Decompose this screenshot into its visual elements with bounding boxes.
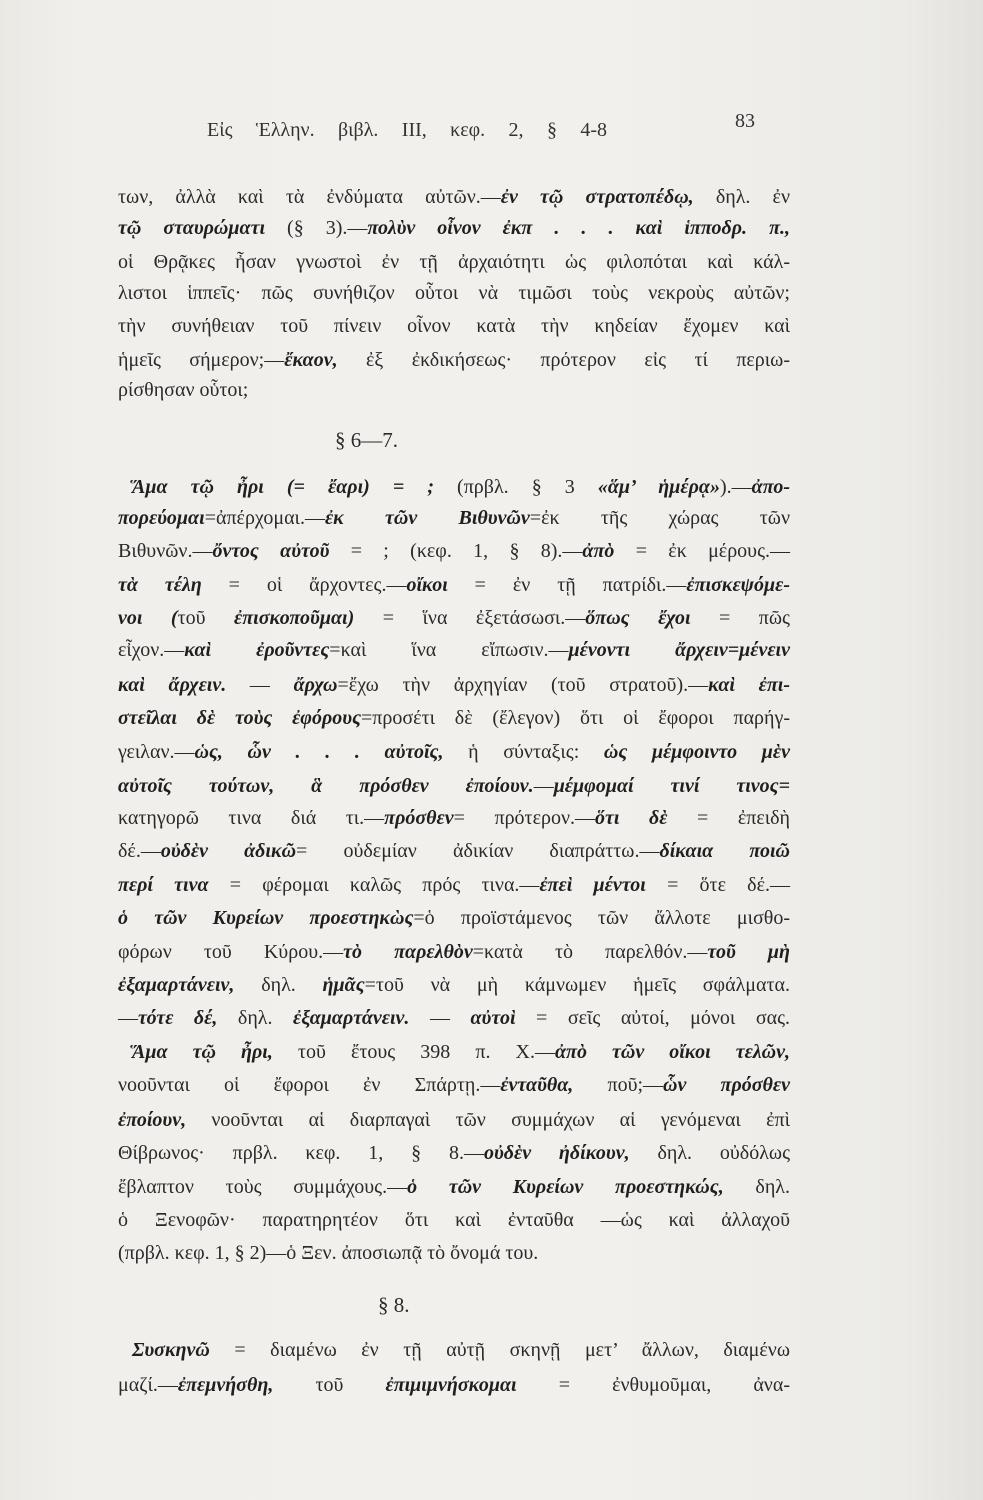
- lemma-term: ἐπεὶ μέντοι: [539, 874, 646, 896]
- text-segment: δηλ.: [234, 974, 323, 996]
- running-head: Εἰς Ἑλλην. βιβλ. III, κεφ. 2, § 4-8: [207, 119, 607, 141]
- lemma-term: καὶ ἄρχειν.: [118, 674, 227, 696]
- text-line: [118, 704, 790, 732]
- text-segment: —: [533, 775, 554, 797]
- lemma-term: ἐνταῦθα,: [500, 1074, 574, 1096]
- lemma-term: καὶ ἐπι-: [708, 674, 790, 696]
- text-line: [118, 248, 790, 276]
- text-line: [118, 346, 790, 374]
- lemma-term: πορεύομαι: [118, 507, 205, 529]
- text-segment: = ἐκ μέρους.—: [614, 540, 790, 562]
- text-segment: δηλ. οὐδόλως: [629, 1142, 790, 1164]
- text-segment: = ὅτε δέ.—: [645, 874, 791, 896]
- text-line: [118, 504, 790, 532]
- lemma-term: ἐπισκεψόμε-: [686, 574, 790, 596]
- text-segment: =ὁ προϊστάμενος τῶν ἄλλοτε μισθο-: [413, 907, 790, 929]
- text-segment: =τοῦ νὰ μὴ κάμνωμεν ἡμεῖς σφάλματα.: [364, 974, 790, 996]
- lemma-term: δίκαια ποιῶ: [659, 840, 790, 862]
- lemma-term: Ἅμα τῷ ἦρι (= ἔαρι) = ;: [132, 476, 434, 498]
- lemma-term: περί τινα: [118, 874, 209, 896]
- text-segment: =προσέτι δὲ (ἔλεγον) ὅτι οἱ ἔφοροι παρήγ-: [361, 707, 790, 729]
- text-line: [132, 473, 790, 501]
- text-line: [132, 1336, 790, 1364]
- lemma-term: ὧν πρόσθεν: [663, 1074, 790, 1096]
- text-line: [118, 671, 790, 699]
- text-segment: (πρβλ. § 3: [433, 476, 598, 498]
- text-line: [118, 636, 790, 664]
- lemma-term: ἡμᾶς: [322, 974, 365, 996]
- text-line: [118, 938, 790, 966]
- text-line: [118, 1106, 790, 1134]
- text-line: [118, 1071, 790, 1099]
- text-segment: = πρότερον.—: [453, 807, 596, 829]
- lemma-term: ὁ τῶν Κυρείων προεστηκώς,: [407, 1176, 724, 1198]
- text-line: [118, 279, 790, 307]
- lemma-term: ἔκαον,: [284, 349, 338, 371]
- text-line: [118, 738, 790, 766]
- text-segment: ἔβλαπτον τοὺς συμμάχους.—: [118, 1176, 408, 1198]
- lemma-term: Συσκηνῶ: [132, 1339, 210, 1361]
- text-segment: =καὶ ἵνα εἴπωσιν.—: [329, 639, 569, 661]
- lemma-term: ὁ τῶν Κυρείων προεστηκὼς: [118, 907, 414, 929]
- text-line: [118, 837, 790, 865]
- lemma-term: ἀπὸ: [582, 540, 615, 562]
- text-segment: κατηγορῶ τινα διά τι.—: [118, 807, 385, 829]
- lemma-term: ἐποίουν,: [118, 1109, 187, 1131]
- text-segment: = ἐνθυμοῦμαι, ἀνα-: [516, 1374, 790, 1396]
- lemma-term: οἴκοι: [406, 574, 448, 596]
- lemma-term: ἄρχω: [293, 674, 338, 696]
- text-line: [132, 1038, 790, 1066]
- text-segment: νοοῦνται οἱ ἔφοροι ἐν Σπάρτῃ.—: [118, 1074, 501, 1096]
- lemma-term: μένοντι ἄρχειν=μένειν: [568, 639, 790, 661]
- text-segment: =ἐκ τῆς χώρας τῶν: [529, 507, 790, 529]
- text-segment: ρίσθησαν οὗτοι;: [118, 379, 249, 401]
- lemma-term: νοι (: [118, 607, 178, 629]
- lemma-term: ἐν τῷ στρατοπέδῳ,: [500, 186, 694, 208]
- text-segment: εἶχον.—: [118, 639, 185, 661]
- lemma-term: στεῖλαι δὲ τοὺς ἐφόρους: [118, 707, 362, 729]
- text-segment: = ἐπειδὴ: [667, 807, 790, 829]
- text-segment: (§ 3).—: [265, 217, 368, 239]
- text-line: [118, 1239, 790, 1267]
- text-segment: ἐξ ἐκδικήσεως· πρότερον εἰς τί περιω-: [337, 349, 790, 371]
- lemma-term: ἀπὸ τῶν οἴκοι τελῶν,: [554, 1041, 791, 1063]
- text-segment: = φέρομαι καλῶς πρός τινα.—: [208, 874, 540, 896]
- text-segment: (πρβλ. κεφ. 1, § 2)—ὁ Ξεν. ἀποσιωπᾷ τὸ ὄνομά του.: [118, 1242, 539, 1264]
- text-segment: = ἐν τῇ πατρίδι.—: [447, 574, 687, 596]
- lemma-term: μέμφομαί τινί τινος=: [553, 775, 790, 797]
- text-line: [118, 1206, 790, 1234]
- text-line: [118, 183, 790, 211]
- text-line: [118, 1139, 790, 1167]
- lemma-term: τὰ τέλη: [118, 574, 202, 596]
- lemma-term: ἐπιμιμνήσκομαι: [385, 1374, 517, 1396]
- text-line: [118, 1371, 790, 1399]
- text-line: [118, 604, 790, 632]
- text-segment: Βιθυνῶν.—: [118, 540, 213, 562]
- lemma-term: πρόσθεν: [384, 807, 454, 829]
- text-segment: δέ.—: [118, 840, 161, 862]
- text-segment: Θίβρωνος· πρβλ. κεφ. 1, § 8.—: [118, 1142, 484, 1164]
- text-segment: = οὐδεμίαν ἀδικίαν διαπράττω.—: [296, 840, 660, 862]
- lemma-term: «ἅμ’ ἡμέρᾳ»: [597, 476, 720, 498]
- text-line: [118, 871, 790, 899]
- text-line: [118, 571, 790, 599]
- lemma-term: ἐξαμαρτάνειν,: [118, 974, 235, 996]
- text-line: [118, 904, 790, 932]
- lemma-term: οὐδὲν ἠδίκουν,: [483, 1142, 630, 1164]
- lemma-term: ὅτι δὲ: [595, 807, 668, 829]
- lemma-term: οὐδὲν ἀδικῶ: [160, 840, 297, 862]
- text-segment: ὁ Ξενοφῶν· παρατηρητέον ὅτι καὶ ἐνταῦθα —ὡς καὶ ἀλλαχοῦ: [118, 1209, 790, 1231]
- lemma-term: ὡς, ὧν . . . αὐτοῖς,: [194, 741, 444, 763]
- lemma-term: αὐτοὶ: [470, 1007, 516, 1029]
- lemma-term: ἐπισκοποῦμαι): [234, 607, 355, 629]
- lemma-term: ἐξαμαρτάνειν.: [293, 1007, 410, 1029]
- text-segment: = σεῖς αὐτοί, μόνοι σας.: [515, 1007, 791, 1029]
- text-segment: = οἱ ἄρχοντες.—: [201, 574, 407, 596]
- text-segment: = ; (κεφ. 1, § 8).—: [329, 540, 583, 562]
- text-segment: —: [226, 674, 294, 696]
- lemma-term: ἐκ τῶν Βιθυνῶν: [324, 507, 530, 529]
- text-segment: ).—: [719, 476, 752, 498]
- text-line: [118, 214, 790, 242]
- text-line: [118, 1004, 790, 1032]
- text-segment: —: [118, 1007, 138, 1029]
- lemma-term: ὄντος αὐτοῦ: [212, 540, 330, 562]
- text-segment: των, ἀλλὰ καὶ τὰ ἐνδύματα αὐτῶν.—: [118, 186, 501, 208]
- text-segment: νοοῦνται αἱ διαρπαγαὶ τῶν συμμάχων αἱ γενόμεναι ἐπὶ: [186, 1109, 790, 1131]
- text-line: [118, 312, 790, 340]
- lemma-term: τὸ παρελθὸν: [343, 941, 473, 963]
- text-line: [118, 1173, 790, 1201]
- text-segment: τοῦ ἔτους 398 π. Χ.—: [272, 1041, 555, 1063]
- lemma-term: ἀπο-: [751, 476, 790, 498]
- lemma-term: πολὺν οἶνον ἐκπ . . . καὶ ἱπποδρ. π.,: [367, 217, 790, 239]
- text-line: [118, 376, 790, 404]
- text-segment: =κατὰ τὸ παρελθόν.—: [472, 941, 708, 963]
- text-line: [118, 971, 790, 999]
- text-line: [118, 772, 790, 800]
- section-heading: § 6—7.: [335, 428, 398, 452]
- text-segment: =ἀπέρχομαι.—: [204, 507, 325, 529]
- text-segment: φόρων τοῦ Κύρου.—: [118, 941, 344, 963]
- text-line: [118, 537, 790, 565]
- lemma-term: τῷ σταυρώματι: [118, 217, 266, 239]
- text-segment: = διαμένω ἐν τῇ αὐτῇ σκηνῇ μετ’ ἄλλων, διαμένω: [209, 1339, 790, 1361]
- lemma-term: Ἅμα τῷ ἦρι,: [132, 1041, 273, 1063]
- lemma-term: τοῦ μὴ: [707, 941, 790, 963]
- text-segment: —: [409, 1007, 471, 1029]
- text-segment: οἱ Θρᾷκες ἦσαν γνωστοὶ ἐν τῇ ἀρχαιότητι ὡς φιλοπόται καὶ κάλ-: [118, 251, 790, 273]
- lemma-term: ὡς μέμφοιντο μὲν: [603, 741, 790, 763]
- text-segment: ἡ σύνταξις:: [443, 741, 604, 763]
- text-segment: = πῶς: [690, 607, 790, 629]
- text-segment: λιστοι ἱππεῖς· πῶς συνήθιζον οὗτοι νὰ τιμῶσι τοὺς νεκροὺς αὐτῶν;: [118, 282, 790, 304]
- page-number: 83: [735, 110, 755, 132]
- text-segment: = ἵνα ἐξετάσωσι.—: [354, 607, 586, 629]
- text-line: [118, 804, 790, 832]
- text-segment: =ἔχω τὴν ἀρχηγίαν (τοῦ στρατοῦ).—: [337, 674, 709, 696]
- lemma-term: ὅπως ἔχοι: [585, 607, 691, 629]
- lemma-term: ἐπεμνήσθη,: [177, 1374, 274, 1396]
- lemma-term: τότε δέ,: [138, 1007, 218, 1029]
- lemma-term: καὶ ἐροῦντες: [184, 639, 330, 661]
- section-heading: § 8.: [378, 1293, 410, 1317]
- lemma-term: αὐτοῖς τούτων, ἃ πρόσθεν ἐποίουν.: [118, 775, 534, 797]
- text-segment: ποῦ;—: [573, 1074, 664, 1096]
- text-segment: ἡμεῖς σήμερον;—: [118, 349, 285, 371]
- text-segment: μαζί.—: [118, 1374, 178, 1396]
- text-segment: τοῦ: [177, 607, 235, 629]
- text-segment: τοῦ: [273, 1374, 386, 1396]
- text-segment: τὴν συνήθειαν τοῦ πίνειν οἶνον κατὰ τὴν κηδείαν ἔχομεν καὶ: [118, 315, 790, 337]
- text-segment: δηλ.: [217, 1007, 294, 1029]
- text-segment: γειλαν.—: [118, 741, 195, 763]
- text-segment: δηλ.: [723, 1176, 790, 1198]
- text-segment: δηλ. ἐν: [693, 186, 791, 208]
